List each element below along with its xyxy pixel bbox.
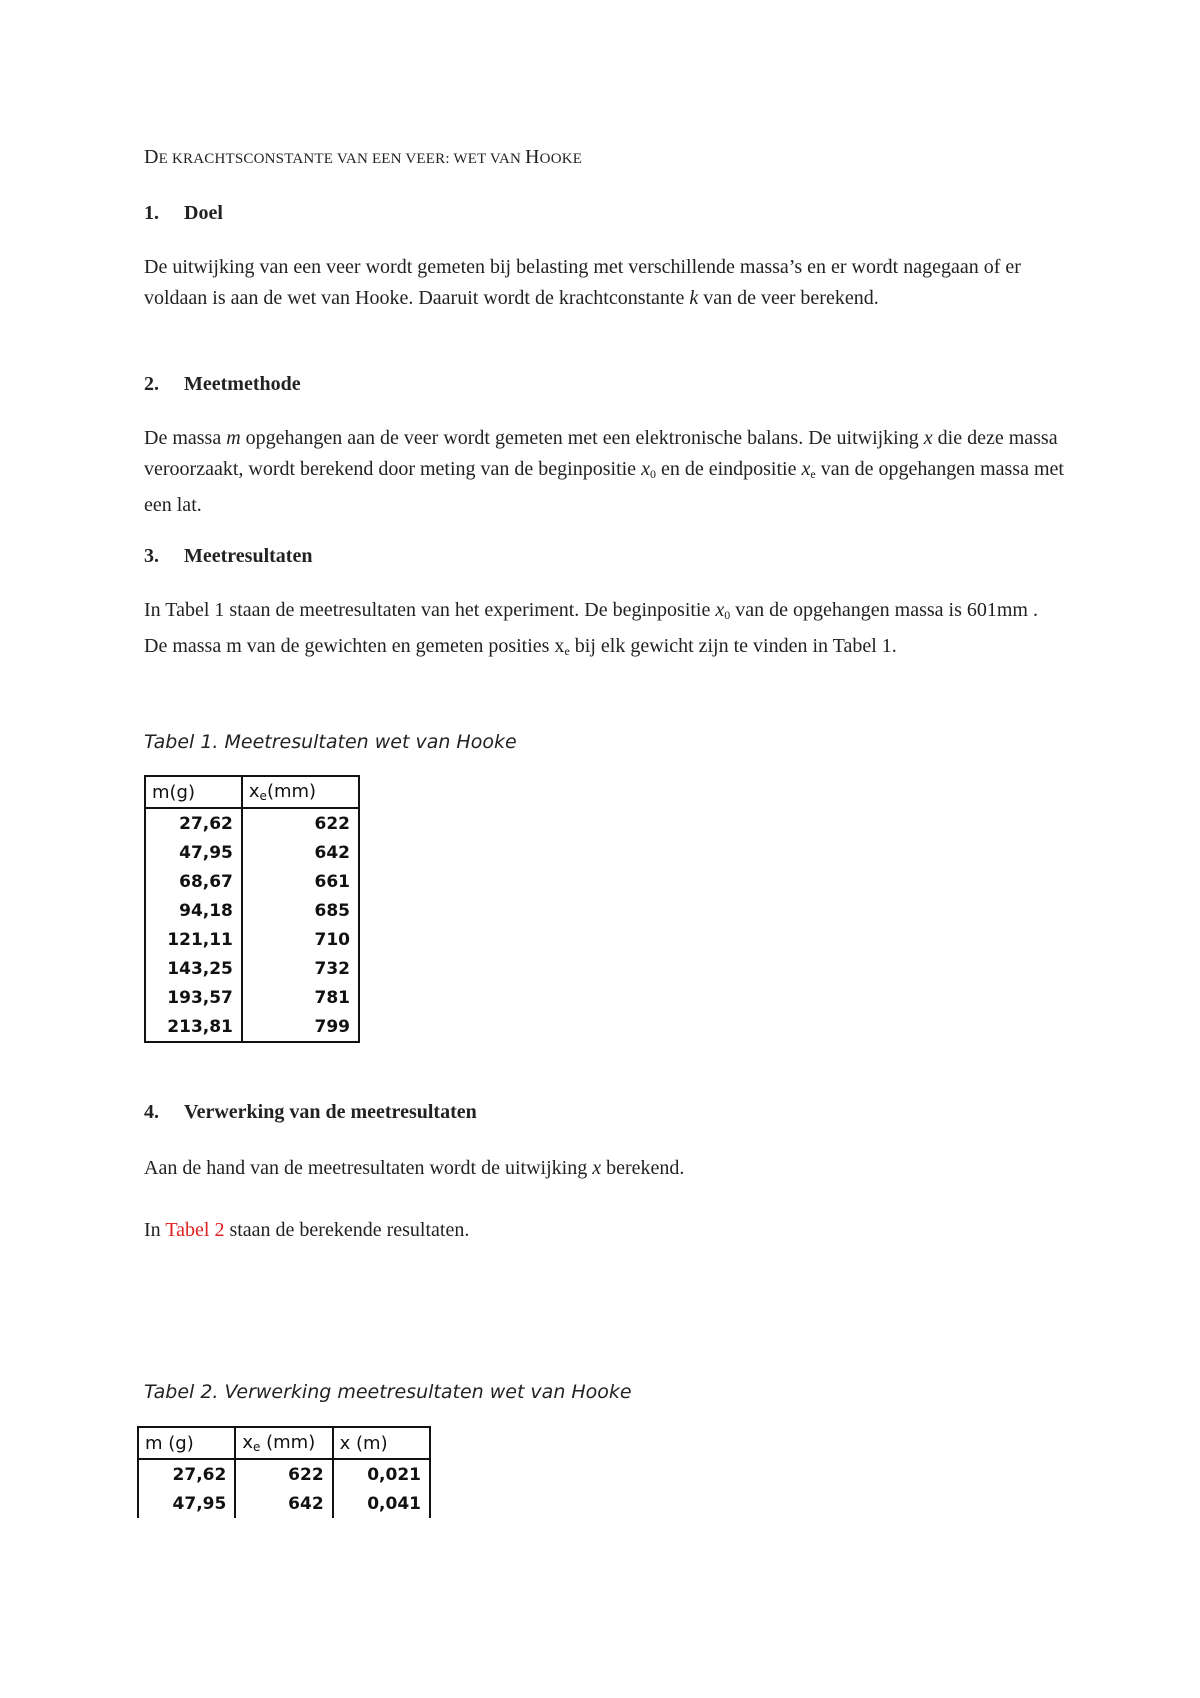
table-row xyxy=(145,838,359,867)
text: Aan de hand van de meetresultaten wordt de uitwijking xyxy=(144,1157,593,1179)
table2-body xyxy=(138,1459,430,1518)
title-cap: H xyxy=(525,146,540,168)
section-heading-doel xyxy=(144,202,223,225)
text: De massa xyxy=(144,427,227,449)
text: opgehangen aan de veer wordt gemeten met een elektronische balans. De uitwijking xyxy=(240,427,924,449)
header-x: x xyxy=(242,1432,253,1453)
section-title: Verwerking van de meetresultaten xyxy=(184,1101,477,1123)
table-cell: 622 xyxy=(235,1459,332,1489)
table-row xyxy=(138,1489,430,1518)
table-cell: 27,62 xyxy=(145,808,242,838)
table1-body xyxy=(145,808,359,1042)
table-cell: 47,95 xyxy=(138,1489,235,1518)
text: en de eindpositie xyxy=(655,458,802,480)
table-cell: 685 xyxy=(242,896,359,925)
subscript: e xyxy=(810,467,816,481)
table-cell: 661 xyxy=(242,867,359,896)
table-cell: 68,67 xyxy=(145,867,242,896)
text: In xyxy=(144,1219,166,1241)
section-number: 1. xyxy=(144,202,159,224)
text: In Tabel 1 staan de meetresultaten van het experiment. De beginpositie xyxy=(144,599,716,621)
text: die deze massa veroorzaakt, wordt berekend door meting van de beginpositie xyxy=(144,427,1058,480)
table-cell: 642 xyxy=(235,1489,332,1518)
table-row xyxy=(145,954,359,983)
table-cell: 0,041 xyxy=(333,1489,430,1518)
text: van de opgehangen massa is 601mm . De massa m van de gewichten en gemeten posities x xyxy=(144,599,1038,657)
meetmethode-paragraph xyxy=(144,423,1064,521)
table-cell: 121,11 xyxy=(145,925,242,954)
doel-paragraph xyxy=(144,252,1064,314)
column-header-position xyxy=(242,776,359,808)
doel-text-end: van de veer berekend. xyxy=(698,287,879,309)
column-header-mass: m (g) xyxy=(138,1427,235,1459)
table-row xyxy=(138,1459,430,1489)
title-part1: E KRACHTSCONSTANTE VAN EEN VEER: WET VAN xyxy=(158,151,525,167)
table-row xyxy=(145,925,359,954)
table-cell: 27,62 xyxy=(138,1459,235,1489)
table1-caption: Tabel 1. Meetresultaten wet van Hooke xyxy=(144,731,517,753)
table-cell: 710 xyxy=(242,925,359,954)
table-cell: 0,021 xyxy=(333,1459,430,1489)
table1 xyxy=(144,775,360,1043)
section-heading-meetresultaten xyxy=(144,545,312,568)
table-header-row xyxy=(138,1427,430,1459)
column-header-displacement: x (m) xyxy=(333,1427,430,1459)
table-row xyxy=(145,1012,359,1042)
symbol-x0: x xyxy=(641,458,650,480)
table-cell: 143,25 xyxy=(145,954,242,983)
table-row xyxy=(145,983,359,1012)
section-number: 4. xyxy=(144,1101,159,1123)
section-heading-verwerking xyxy=(144,1101,477,1124)
section-title: Meetmethode xyxy=(184,373,301,395)
section-title: Meetresultaten xyxy=(184,545,313,567)
section-title: Doel xyxy=(184,202,223,224)
symbol-x: x xyxy=(592,1157,602,1179)
symbol-k: k xyxy=(689,287,699,309)
column-header-position xyxy=(235,1427,332,1459)
header-unit: (mm) xyxy=(266,781,317,802)
table-cell: 193,57 xyxy=(145,983,242,1012)
text: berekend. xyxy=(601,1157,685,1179)
text: staan de berekende resultaten. xyxy=(224,1219,470,1241)
section-number: 3. xyxy=(144,545,159,567)
title-first-letter: D xyxy=(144,146,159,168)
table2-caption: Tabel 2. Verwerking meetresultaten wet van Hooke xyxy=(144,1381,632,1403)
verwerking-paragraph-1 xyxy=(144,1153,1064,1184)
title-part2: OOKE xyxy=(539,151,583,167)
header-subscript: e xyxy=(259,789,267,803)
text: bij elk gewicht zijn te vinden in Tabel 1. xyxy=(569,635,897,657)
table-row xyxy=(145,867,359,896)
document-title xyxy=(144,146,582,169)
table-cell: 213,81 xyxy=(145,1012,242,1042)
header-subscript: e xyxy=(252,1440,261,1454)
subscript: 0 xyxy=(649,467,656,481)
header-x: x xyxy=(248,781,260,802)
subscript: e xyxy=(564,644,570,658)
table-cell: 732 xyxy=(242,954,359,983)
table-header-row xyxy=(145,776,359,808)
table-row xyxy=(145,896,359,925)
symbol-x: x xyxy=(923,427,933,449)
column-header-mass: m(g) xyxy=(145,776,242,808)
meetresultaten-paragraph xyxy=(144,595,1064,667)
symbol-xe: x xyxy=(801,458,811,480)
symbol-m: m xyxy=(226,427,241,449)
header-unit: (mm) xyxy=(260,1432,316,1453)
table-cell: 94,18 xyxy=(145,896,242,925)
section-heading-meetmethode xyxy=(144,373,301,396)
verwerking-paragraph-2 xyxy=(144,1215,1064,1246)
table2 xyxy=(137,1426,431,1518)
table-cell: 47,95 xyxy=(145,838,242,867)
subscript: 0 xyxy=(724,608,731,622)
symbol-x0: x xyxy=(715,599,725,621)
doel-text: De uitwijking van een veer wordt gemeten bij belasting met verschillende massa’s en er wordt nagegaan of er voldaan is aan de wet van Hooke. Daaruit wordt de krachtconstante xyxy=(144,256,1021,309)
table-cell: 781 xyxy=(242,983,359,1012)
text: van de opgehangen massa met een lat. xyxy=(144,458,1064,516)
table-row xyxy=(145,808,359,838)
table-cell: 799 xyxy=(242,1012,359,1042)
section-number: 2. xyxy=(144,373,159,395)
table-cell: 622 xyxy=(242,808,359,838)
table-cell: 642 xyxy=(242,838,359,867)
table2-reference-link[interactable]: Tabel 2 xyxy=(165,1219,225,1241)
